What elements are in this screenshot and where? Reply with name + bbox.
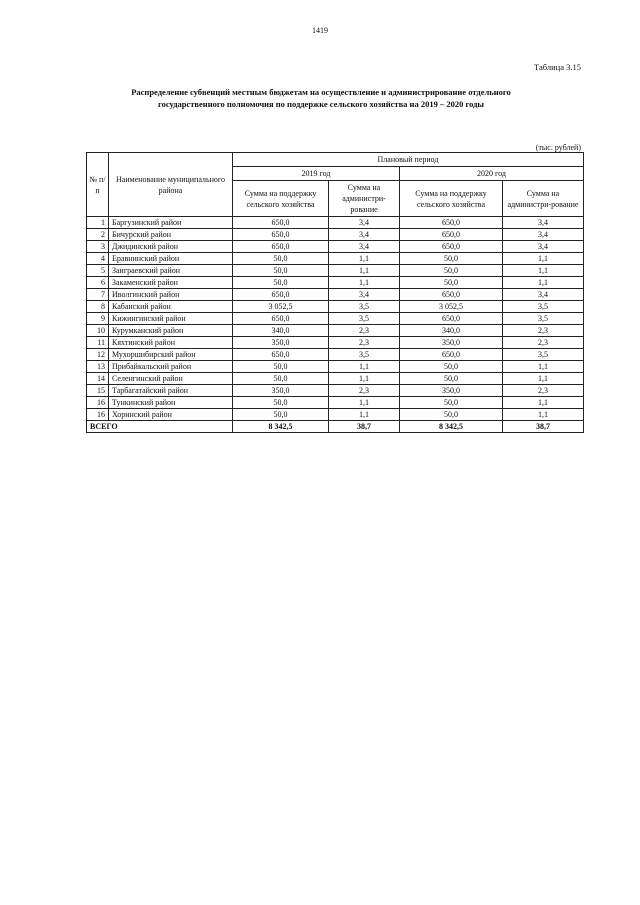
support-2020: 3 052,5 bbox=[400, 301, 503, 313]
admin-2020: 3,4 bbox=[503, 289, 584, 301]
admin-2019: 3,4 bbox=[329, 217, 400, 229]
total-admin-2020: 38,7 bbox=[503, 421, 584, 433]
row-number: 5 bbox=[87, 265, 109, 277]
support-2019: 50,0 bbox=[233, 253, 329, 265]
total-admin-2019: 38,7 bbox=[329, 421, 400, 433]
support-2019: 650,0 bbox=[233, 313, 329, 325]
total-support-2019: 8 342,5 bbox=[233, 421, 329, 433]
admin-2019: 1,1 bbox=[329, 397, 400, 409]
admin-2019: 3,5 bbox=[329, 313, 400, 325]
admin-2020: 1,1 bbox=[503, 265, 584, 277]
support-2019: 350,0 bbox=[233, 337, 329, 349]
table-row bbox=[87, 361, 584, 373]
admin-2019: 3,4 bbox=[329, 229, 400, 241]
support-2020: 350,0 bbox=[400, 385, 503, 397]
support-2020: 50,0 bbox=[400, 373, 503, 385]
header-district: Наименование муниципального района bbox=[109, 153, 233, 217]
subvention-table bbox=[86, 152, 584, 433]
row-number: 12 bbox=[87, 349, 109, 361]
table-row bbox=[87, 229, 584, 241]
district-name: Еравнинский район bbox=[109, 253, 233, 265]
table-row bbox=[87, 313, 584, 325]
support-2019: 340,0 bbox=[233, 325, 329, 337]
table-row bbox=[87, 337, 584, 349]
support-2020: 350,0 bbox=[400, 337, 503, 349]
admin-2019: 2,3 bbox=[329, 325, 400, 337]
admin-2020: 3,4 bbox=[503, 217, 584, 229]
support-2020: 340,0 bbox=[400, 325, 503, 337]
support-2019: 650,0 bbox=[233, 241, 329, 253]
support-2019: 650,0 bbox=[233, 229, 329, 241]
table-row bbox=[87, 265, 584, 277]
table-row bbox=[87, 241, 584, 253]
table-row bbox=[87, 385, 584, 397]
table-row bbox=[87, 409, 584, 421]
admin-2019: 1,1 bbox=[329, 409, 400, 421]
admin-2019: 1,1 bbox=[329, 373, 400, 385]
support-2019: 350,0 bbox=[233, 385, 329, 397]
admin-2019: 3,5 bbox=[329, 349, 400, 361]
district-name: Кижингинский район bbox=[109, 313, 233, 325]
district-name: Бичурский район bbox=[109, 229, 233, 241]
table-row bbox=[87, 277, 584, 289]
district-name: Селенгинский район bbox=[109, 373, 233, 385]
admin-2020: 1,1 bbox=[503, 253, 584, 265]
support-2020: 650,0 bbox=[400, 217, 503, 229]
district-name: Тункинский район bbox=[109, 397, 233, 409]
district-name: Кяхтинский район bbox=[109, 337, 233, 349]
support-2020: 650,0 bbox=[400, 349, 503, 361]
page-number: 1419 bbox=[312, 26, 328, 35]
support-2019: 50,0 bbox=[233, 409, 329, 421]
support-2020: 50,0 bbox=[400, 277, 503, 289]
admin-2020: 2,3 bbox=[503, 325, 584, 337]
admin-2020: 1,1 bbox=[503, 397, 584, 409]
header-year-2019: 2019 год bbox=[233, 167, 400, 181]
total-row bbox=[87, 421, 584, 433]
support-2019: 50,0 bbox=[233, 373, 329, 385]
support-2020: 650,0 bbox=[400, 241, 503, 253]
support-2020: 50,0 bbox=[400, 253, 503, 265]
support-2020: 50,0 bbox=[400, 397, 503, 409]
document-title bbox=[80, 86, 562, 110]
support-2019: 50,0 bbox=[233, 277, 329, 289]
admin-2019: 1,1 bbox=[329, 361, 400, 373]
admin-2019: 3,4 bbox=[329, 241, 400, 253]
district-name: Джидинский район bbox=[109, 241, 233, 253]
support-2019: 50,0 bbox=[233, 361, 329, 373]
row-number: 4 bbox=[87, 253, 109, 265]
support-2019: 650,0 bbox=[233, 217, 329, 229]
admin-2020: 2,3 bbox=[503, 385, 584, 397]
support-2020: 50,0 bbox=[400, 361, 503, 373]
support-2019: 650,0 bbox=[233, 349, 329, 361]
admin-2020: 1,1 bbox=[503, 409, 584, 421]
admin-2020: 1,1 bbox=[503, 361, 584, 373]
row-number: 6 bbox=[87, 277, 109, 289]
row-number: 9 bbox=[87, 313, 109, 325]
title-line-2: государственного полномочия по поддержке сельского хозяйства на 2019 – 2020 годы bbox=[157, 99, 485, 109]
district-name: Закаменский район bbox=[109, 277, 233, 289]
header-num: № п/п bbox=[87, 153, 109, 217]
district-name: Баргузинский район bbox=[109, 217, 233, 229]
table-row bbox=[87, 373, 584, 385]
support-2020: 650,0 bbox=[400, 313, 503, 325]
district-name: Тарбагатайский район bbox=[109, 385, 233, 397]
row-number: 8 bbox=[87, 301, 109, 313]
table-row bbox=[87, 349, 584, 361]
header-planned-period: Плановый период bbox=[233, 153, 584, 167]
row-number: 16 bbox=[87, 397, 109, 409]
admin-2020: 1,1 bbox=[503, 373, 584, 385]
total-label: ВСЕГО bbox=[87, 421, 233, 433]
header-admin-2019: Сумма на администри-рование bbox=[329, 181, 400, 217]
table-row bbox=[87, 325, 584, 337]
admin-2020: 3,4 bbox=[503, 241, 584, 253]
title-line-1: Распределение субвенций местным бюджетам на осуществление и администрирование отдельного bbox=[131, 87, 511, 97]
row-number: 14 bbox=[87, 373, 109, 385]
admin-2019: 1,1 bbox=[329, 277, 400, 289]
row-number: 15 bbox=[87, 385, 109, 397]
table-row bbox=[87, 253, 584, 265]
row-number: 13 bbox=[87, 361, 109, 373]
support-2019: 650,0 bbox=[233, 289, 329, 301]
admin-2019: 3,4 bbox=[329, 289, 400, 301]
district-name: Курумканский район bbox=[109, 325, 233, 337]
admin-2020: 3,4 bbox=[503, 229, 584, 241]
admin-2020: 1,1 bbox=[503, 277, 584, 289]
support-2020: 50,0 bbox=[400, 265, 503, 277]
table-row bbox=[87, 217, 584, 229]
row-number: 16 bbox=[87, 409, 109, 421]
table-body bbox=[87, 217, 584, 421]
row-number: 1 bbox=[87, 217, 109, 229]
row-number: 7 bbox=[87, 289, 109, 301]
row-number: 3 bbox=[87, 241, 109, 253]
table-label: Таблица 3.15 bbox=[534, 62, 581, 72]
header-support-2020: Сумма на поддержку сельского хозяйства bbox=[400, 181, 503, 217]
admin-2019: 1,1 bbox=[329, 265, 400, 277]
district-name: Прибайкальский район bbox=[109, 361, 233, 373]
admin-2020: 2,3 bbox=[503, 337, 584, 349]
table-row bbox=[87, 289, 584, 301]
units-note: (тыс. рублей) bbox=[535, 143, 581, 152]
district-name: Заиграевский район bbox=[109, 265, 233, 277]
header-admin-2020: Сумма на администри-рование bbox=[503, 181, 584, 217]
admin-2019: 2,3 bbox=[329, 385, 400, 397]
district-name: Хоринский район bbox=[109, 409, 233, 421]
support-2020: 50,0 bbox=[400, 409, 503, 421]
support-2020: 650,0 bbox=[400, 289, 503, 301]
admin-2020: 3,5 bbox=[503, 349, 584, 361]
table-row bbox=[87, 301, 584, 313]
support-2019: 3 052,5 bbox=[233, 301, 329, 313]
header-support-2019: Сумма на поддержку сельского хозяйства bbox=[233, 181, 329, 217]
header-year-2020: 2020 год bbox=[400, 167, 584, 181]
support-2020: 650,0 bbox=[400, 229, 503, 241]
total-support-2020: 8 342,5 bbox=[400, 421, 503, 433]
admin-2019: 3,5 bbox=[329, 301, 400, 313]
row-number: 2 bbox=[87, 229, 109, 241]
admin-2019: 1,1 bbox=[329, 253, 400, 265]
admin-2019: 2,3 bbox=[329, 337, 400, 349]
admin-2020: 3,5 bbox=[503, 301, 584, 313]
table-row bbox=[87, 397, 584, 409]
district-name: Иволгинский район bbox=[109, 289, 233, 301]
row-number: 10 bbox=[87, 325, 109, 337]
district-name: Мухоршибирский район bbox=[109, 349, 233, 361]
district-name: Кабанский район bbox=[109, 301, 233, 313]
support-2019: 50,0 bbox=[233, 397, 329, 409]
row-number: 11 bbox=[87, 337, 109, 349]
support-2019: 50,0 bbox=[233, 265, 329, 277]
admin-2020: 3,5 bbox=[503, 313, 584, 325]
